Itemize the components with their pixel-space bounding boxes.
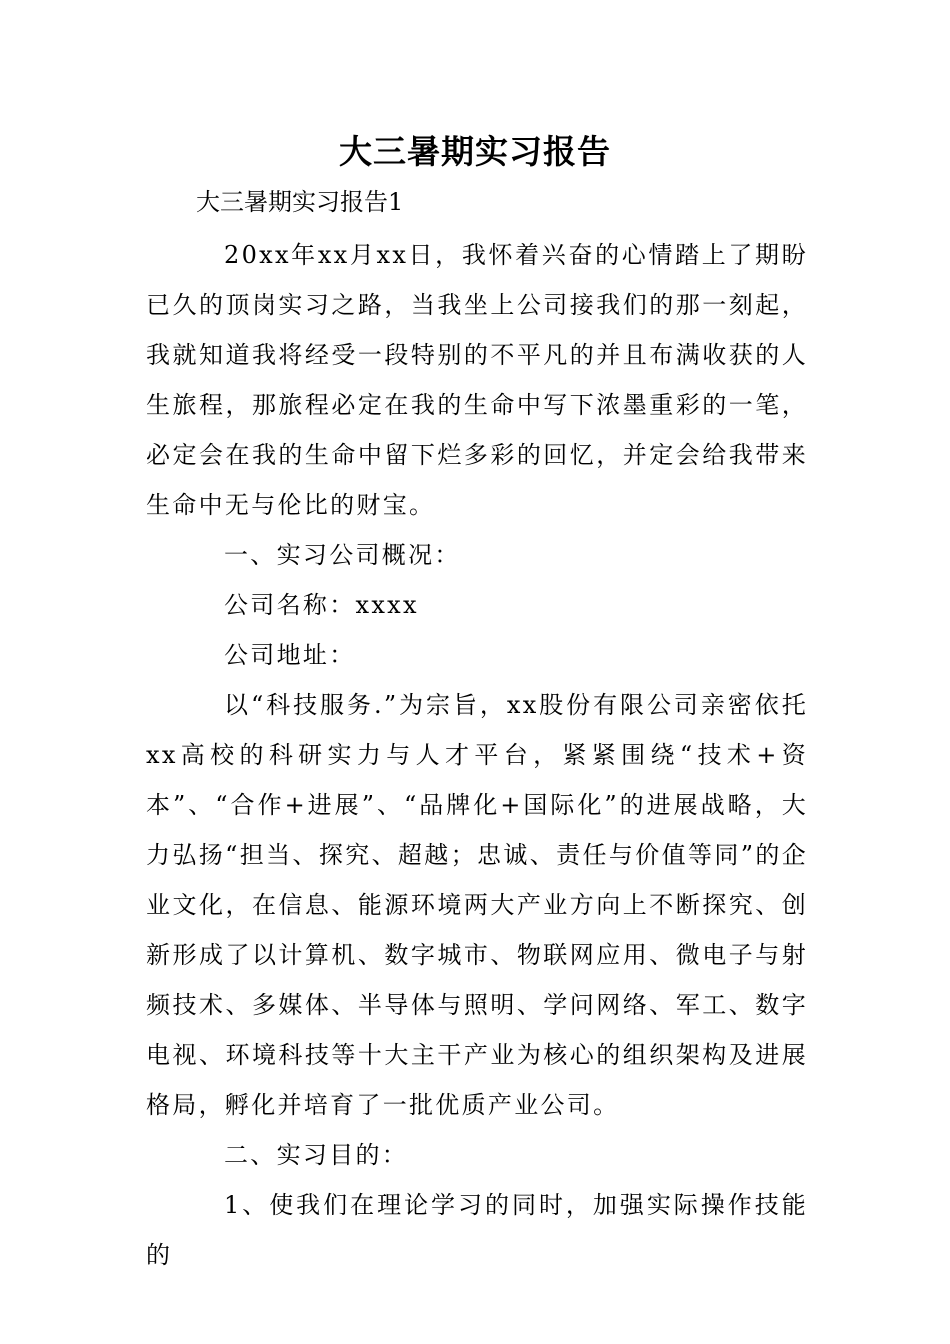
paragraph-company-name: 公司名称：xxxx <box>224 591 419 619</box>
section-heading-internship-purpose: 二、实习目的： <box>224 1141 409 1169</box>
paragraph-company-address: 公司地址： <box>224 641 356 669</box>
section-heading-company-overview: 一、实习公司概况： <box>224 541 461 569</box>
document-subtitle: 大三暑期实习报告1 <box>196 188 404 216</box>
document-title: 大三暑期实习报告 <box>339 132 611 171</box>
paragraph-purpose-item-1: 1、使我们在理论学习的同时，加强实际操作技能的 <box>146 1191 808 1269</box>
paragraph-intro: 20xx年xx月xx日，我怀着兴奋的心情踏上了期盼已久的顶岗实习之路，当我坐上公司接我们的那一刻起，我就知道我将经受一段特别的不平凡的并且布满收获的人生旅程，那旅程必定在我的生命中写下浓墨重彩的一笔，必定会在我的生命中留下烂多彩的回忆，并定会给我带来生命中无与伦比的财宝。 <box>146 241 808 519</box>
document-body <box>146 230 808 1280</box>
paragraph-company-description: 以“科技服务.”为宗旨，xx股份有限公司亲密依托xx高校的科研实力与人才平台，紧紧围绕“技术+资本”、“合作+进展”、“品牌化+国际化”的进展战略，大力弘扬“担当、探究、超越；忠诚、责任与价值等同”的企业文化，在信息、能源环境两大产业方向上不断探究、创新形成了以计算机、数字城市、物联网应用、微电子与射频技术、多媒体、半导体与照明、学问网络、军工、数字电视、环境科技等十大主干产业为核心的组织架构及进展格局，孵化并培育了一批优质产业公司。 <box>146 691 808 1119</box>
